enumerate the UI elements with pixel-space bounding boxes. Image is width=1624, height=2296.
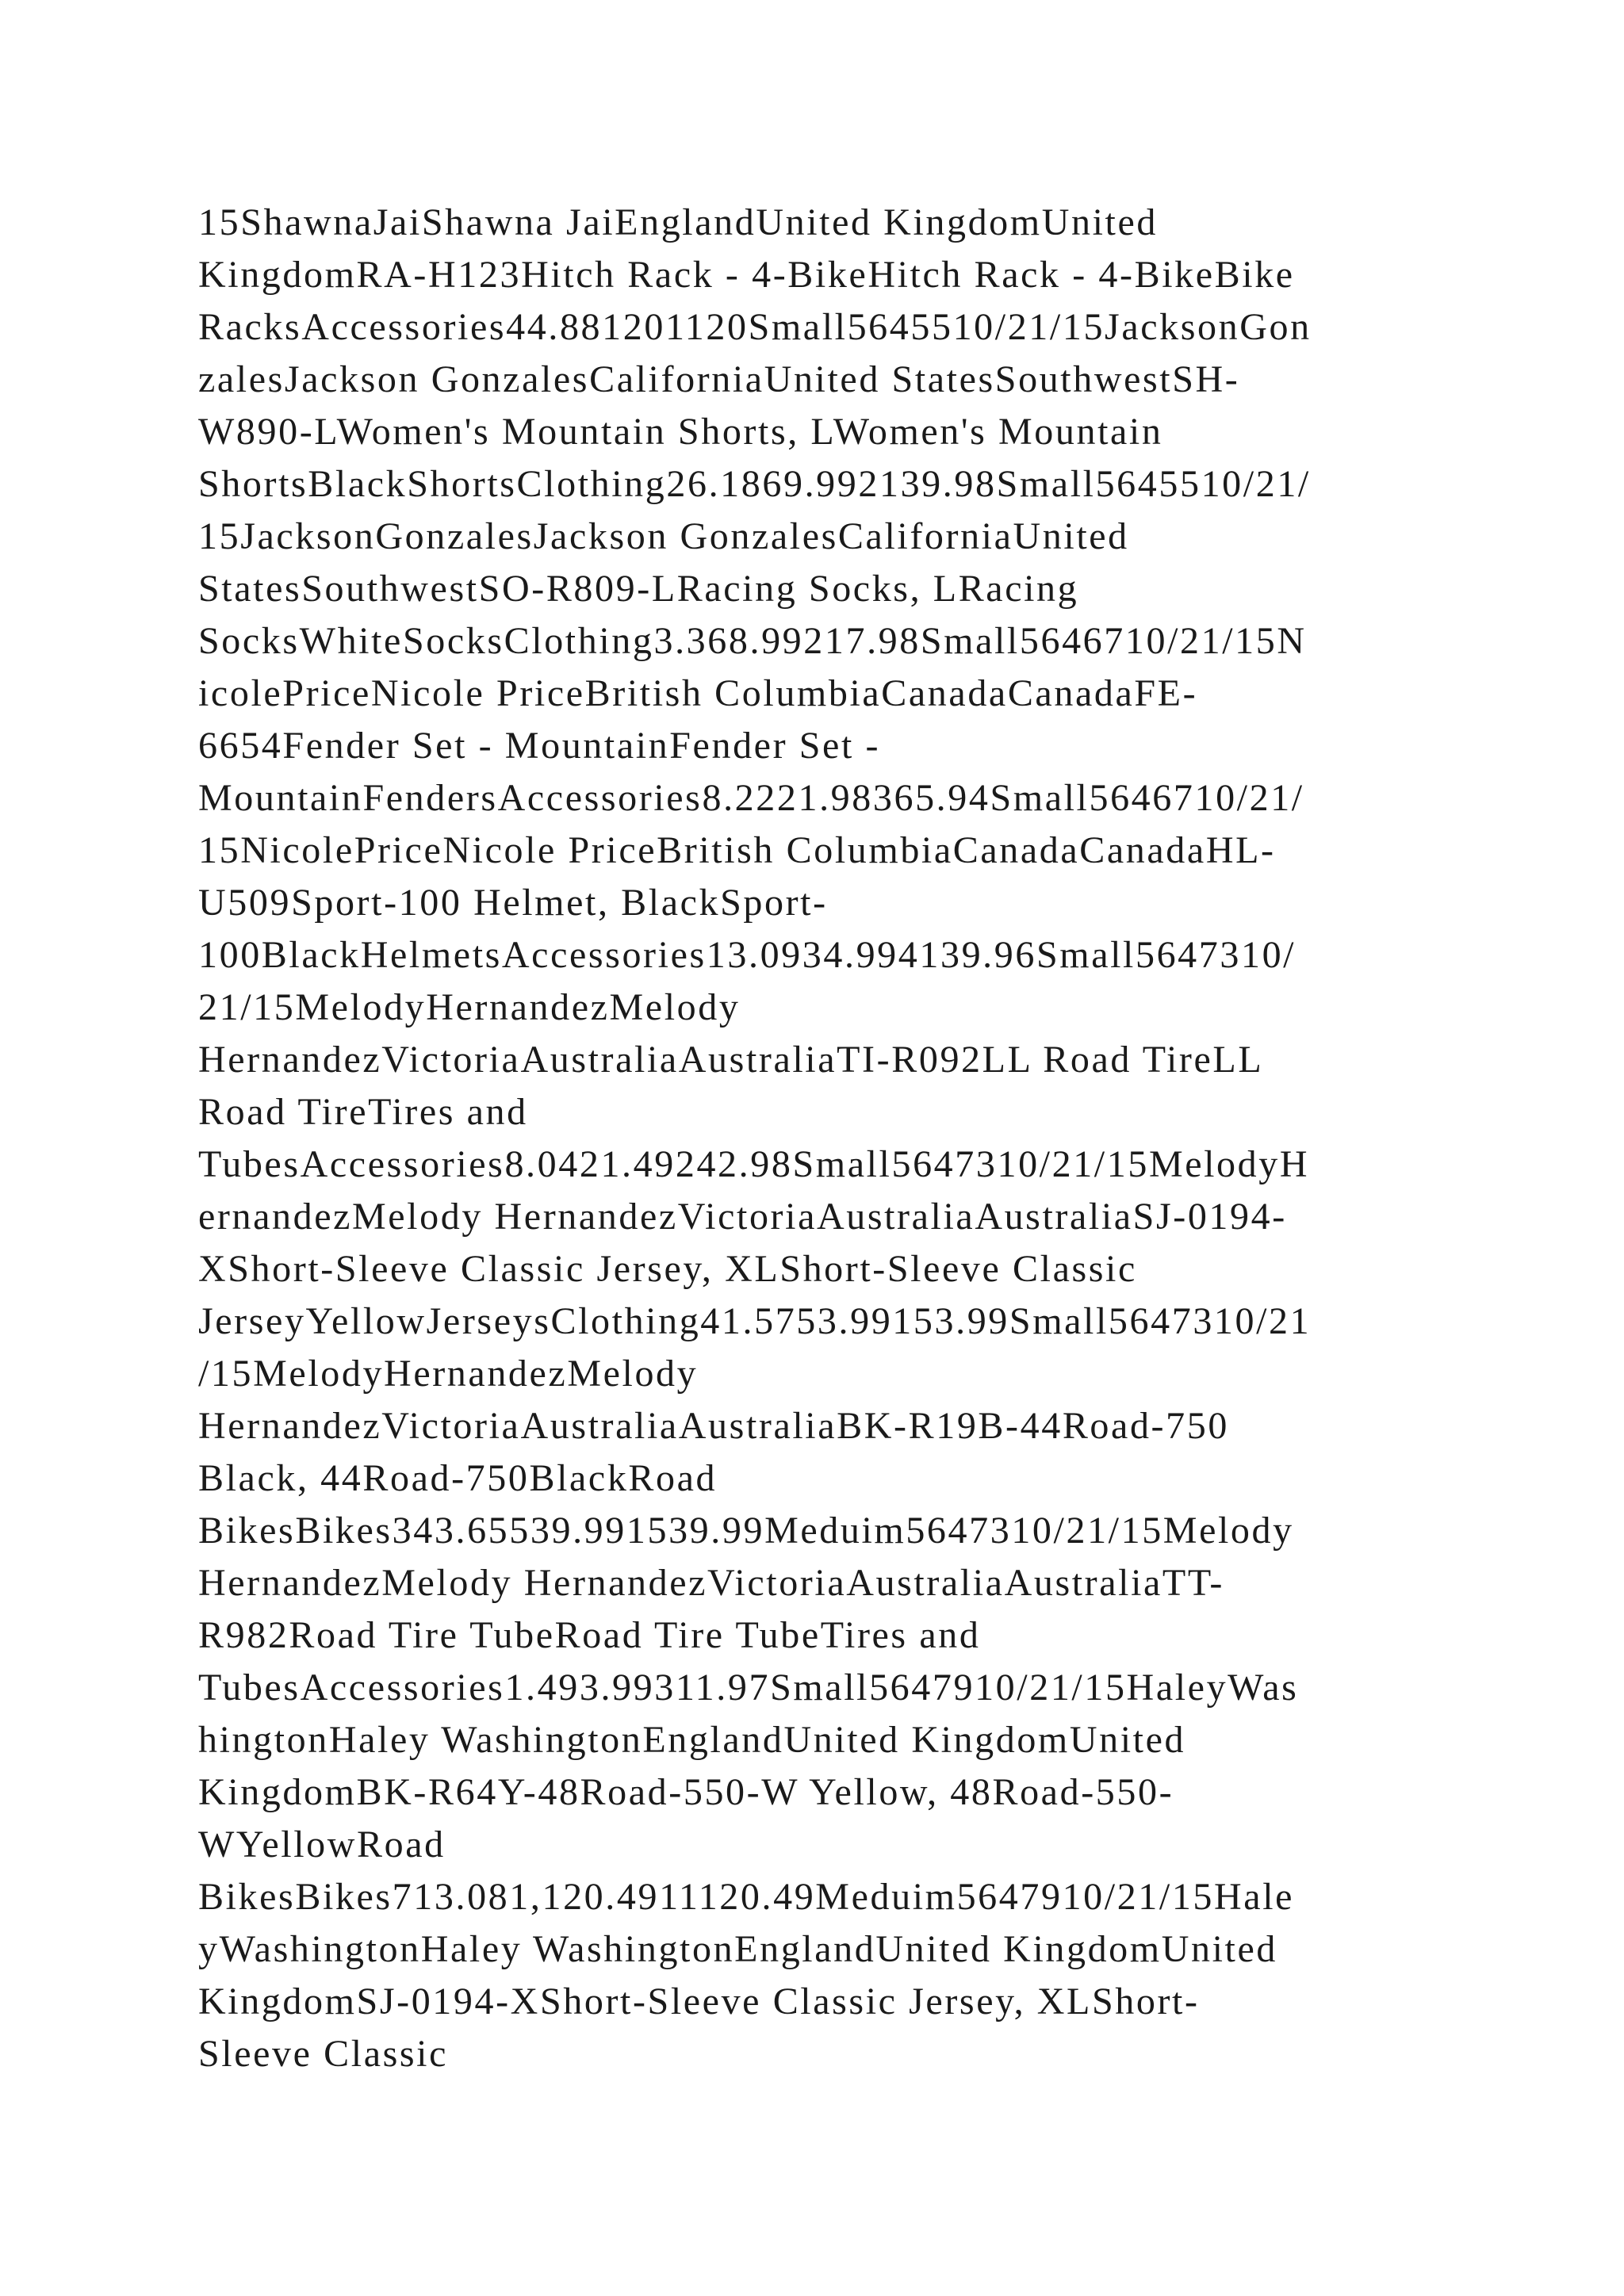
text-line: TubesAccessories8.0421.49242.98Small5647310/21/15MelodyH [198, 1143, 1310, 1185]
text-line: KingdomBK-R64Y-48Road-550-W Yellow, 48Road-550- [198, 1771, 1174, 1813]
text-line: WYellowRoad [198, 1823, 446, 1866]
text-line: 15ShawnaJaiShawna JaiEnglandUnited KingdomUnited [198, 201, 1158, 243]
body-text [198, 197, 1451, 2080]
text-line: JerseyYellowJerseysClothing41.5753.99153.99Small5647310/21 [198, 1300, 1312, 1342]
text-line: 15JacksonGonzalesJackson GonzalesCaliforniaUnited [198, 515, 1129, 557]
text-line: zalesJackson GonzalesCaliforniaUnited StatesSouthwestSH- [198, 358, 1240, 400]
text-line: HernandezMelody HernandezVictoriaAustraliaAustraliaTT- [198, 1562, 1224, 1604]
text-line: 100BlackHelmetsAccessories13.0934.994139.96Small5647310/ [198, 934, 1297, 976]
text-line: MountainFendersAccessories8.2221.98365.94Small5646710/21/ [198, 777, 1304, 819]
text-line: Road TireTires and [198, 1091, 528, 1133]
text-line: XShort-Sleeve Classic Jersey, XLShort-Sleeve Classic [198, 1248, 1137, 1290]
text-line: 15NicolePriceNicole PriceBritish ColumbiaCanadaCanadaHL- [198, 829, 1276, 871]
text-line: HernandezVictoriaAustraliaAustraliaBK-R19B-44Road-750 [198, 1405, 1229, 1447]
text-line: 21/15MelodyHernandezMelody [198, 986, 741, 1028]
text-line: yWashingtonHaley WashingtonEnglandUnited KingdomUnited [198, 1928, 1277, 1970]
text-line: BikesBikes713.081,120.4911120.49Meduim5647910/21/15Hale [198, 1876, 1295, 1918]
text-line: R982Road Tire TubeRoad Tire TubeTires and [198, 1614, 981, 1656]
text-line: KingdomSJ-0194-XShort-Sleeve Classic Jersey, XLShort- [198, 1980, 1200, 2022]
text-line: HernandezVictoriaAustraliaAustraliaTI-R092LL Road TireLL [198, 1039, 1264, 1081]
text-line: 6654Fender Set - MountainFender Set - [198, 725, 881, 767]
text-line: Black, 44Road-750BlackRoad [198, 1457, 718, 1499]
text-line: RacksAccessories44.881201120Small5645510/21/15JacksonGon [198, 306, 1312, 348]
text-line: /15MelodyHernandezMelody [198, 1353, 699, 1395]
text-line: TubesAccessories1.493.99311.97Small5647910/21/15HaleyWas [198, 1667, 1299, 1709]
text-line: BikesBikes343.65539.991539.99Meduim5647310/21/15Melody [198, 1510, 1294, 1552]
text-line: icolePriceNicole PriceBritish ColumbiaCanadaCanadaFE- [198, 672, 1198, 714]
text-line: W890-LWomen's Mountain Shorts, LWomen's Mountain [198, 411, 1163, 453]
text-line: ernandezMelody HernandezVictoriaAustraliaAustraliaSJ-0194- [198, 1196, 1287, 1238]
text-line: hingtonHaley WashingtonEnglandUnited KingdomUnited [198, 1719, 1186, 1761]
text-line: U509Sport-100 Helmet, BlackSport- [198, 882, 828, 924]
text-line: StatesSouthwestSO-R809-LRacing Socks, LRacing [198, 568, 1079, 610]
text-line: KingdomRA-H123Hitch Rack - 4-BikeHitch Rack - 4-BikeBike [198, 254, 1295, 296]
text-line: ShortsBlackShortsClothing26.1869.992139.98Small5645510/21/ [198, 463, 1311, 505]
text-line: SocksWhiteSocksClothing3.368.99217.98Small5646710/21/15N [198, 620, 1307, 662]
text-line: Sleeve Classic [198, 2033, 449, 2075]
